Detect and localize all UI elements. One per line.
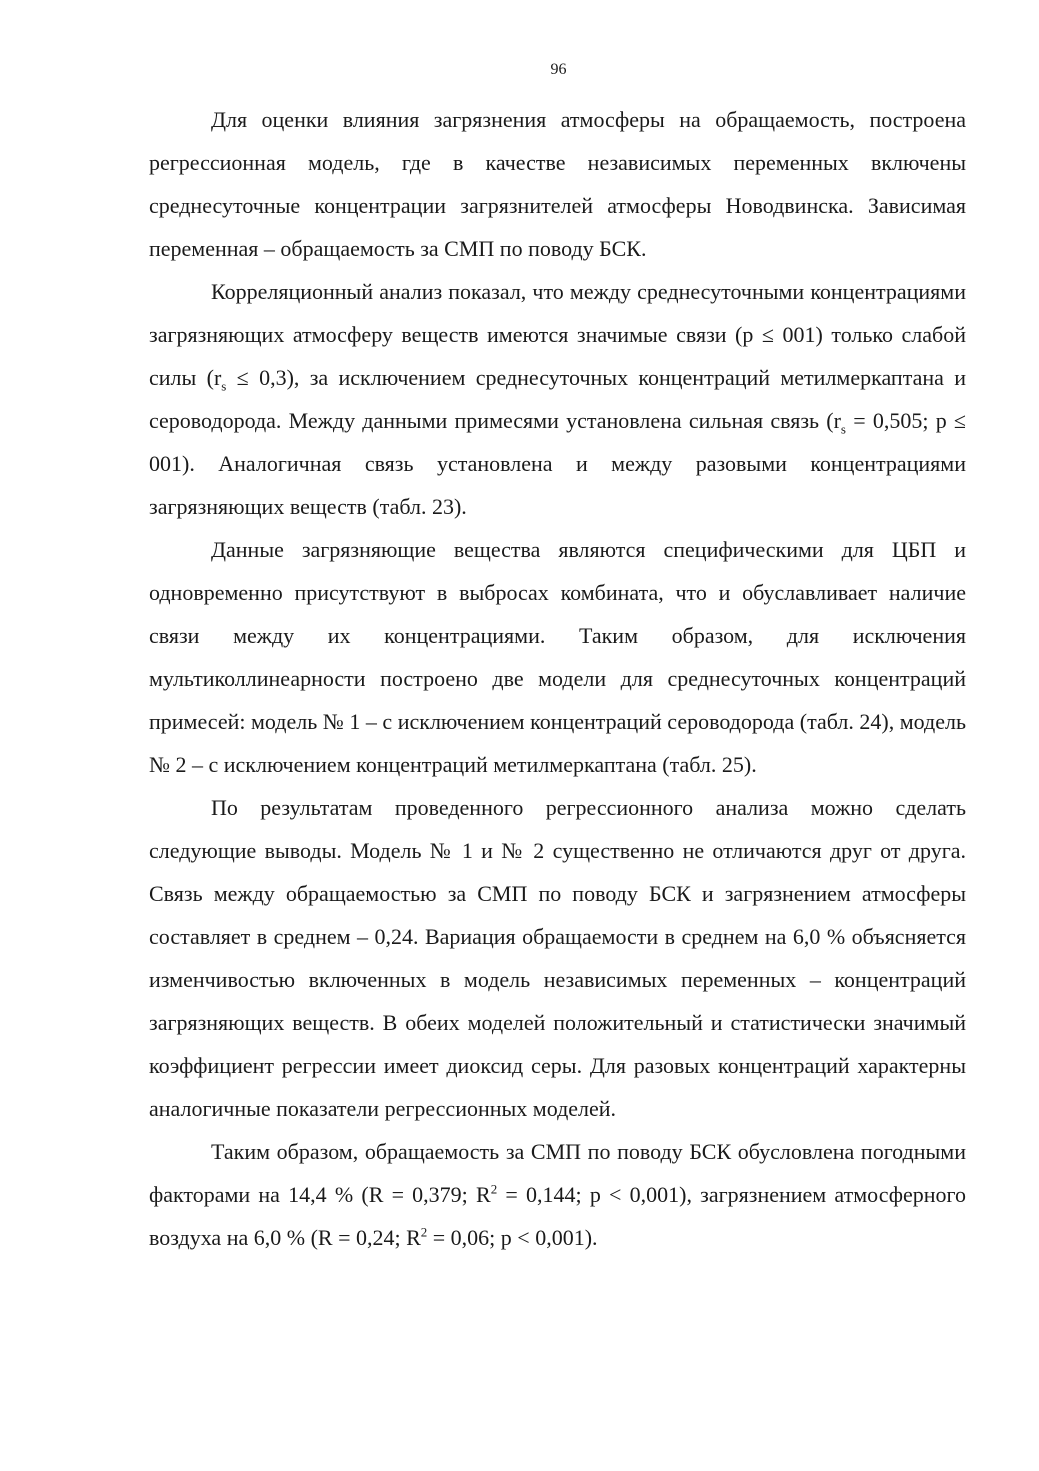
superscript: 2	[420, 1224, 428, 1240]
text-segment: = 0,144; p < 0,001), загрязнением атмосферного воздуха на 6,0 % (R = 0,24; R	[149, 1182, 966, 1250]
paragraph-p4	[149, 786, 966, 1130]
text-segment: Таким образом, обращаемость за СМП по поводу БСК обусловлена погодными факторами на 14,4 % (R = 0,379; R	[149, 1139, 966, 1207]
paragraph-p5	[149, 1130, 966, 1259]
text-segment: Данные загрязняющие вещества являются специфическими для ЦБП и одновременно присутствуют в выбросах комбината, что и обуславливает наличие связи между их концентрациями. Таким образом, для исключения мультиколлинеарности построено две модели для среднесуточных концентраций примесей: модель № 1 – с исключением концентраций сероводорода (табл. 24), модель № 2 – с исключением концентраций метилмеркаптана (табл. 25).	[149, 537, 966, 777]
paragraph-p3	[149, 528, 966, 786]
page-number: 96	[550, 61, 567, 78]
text-segment: Корреляционный анализ показал, что между среднесуточными концентрациями загрязняющих атмосферу веществ имеются значимые связи (p ≤ 001) только слабой силы (r	[149, 279, 966, 390]
text-segment: Для оценки влияния загрязнения атмосферы на обращаемость, построена регрессионная модель, где в качестве независимых переменных включены среднесуточные концентрации загрязнителей атмосферы Новодвинска. Зависимая переменная – обращаемость за СМП по поводу БСК.	[149, 107, 966, 261]
text-segment: = 0,505; p ≤ 001). Аналогичная связь установлена и между разовыми концентрациями загрязняющих веществ (табл. 23).	[149, 408, 966, 519]
subscript: s	[221, 378, 227, 394]
text-segment: По результатам проведенного регрессионного анализа можно сделать следующие выводы. Модель № 1 и № 2 существенно не отличаются друг от друга. Связь между обращаемостью за СМП по поводу БСК и загрязнением атмосферы составляет в среднем – 0,24. Вариация обращаемости в среднем на 6,0 % объясняется изменчивостью включенных в модель независимых переменных – концентраций загрязняющих веществ. В обеих моделей положительный и статистически значимый коэффициент регрессии имеет диоксид серы. Для разовых концентраций характерны аналогичные показатели регрессионных моделей.	[149, 795, 966, 1121]
superscript: 2	[490, 1181, 498, 1197]
body-text	[149, 98, 966, 1259]
text-segment: = 0,06; p < 0,001).	[427, 1225, 598, 1250]
text-segment: ≤ 0,3), за исключением среднесуточных концентраций метилмеркаптана и сероводорода. Между данными примесями установлена сильная связь (r	[149, 365, 966, 433]
subscript: s	[840, 421, 846, 437]
paragraph-p2	[149, 270, 966, 528]
paragraph-p1	[149, 98, 966, 270]
